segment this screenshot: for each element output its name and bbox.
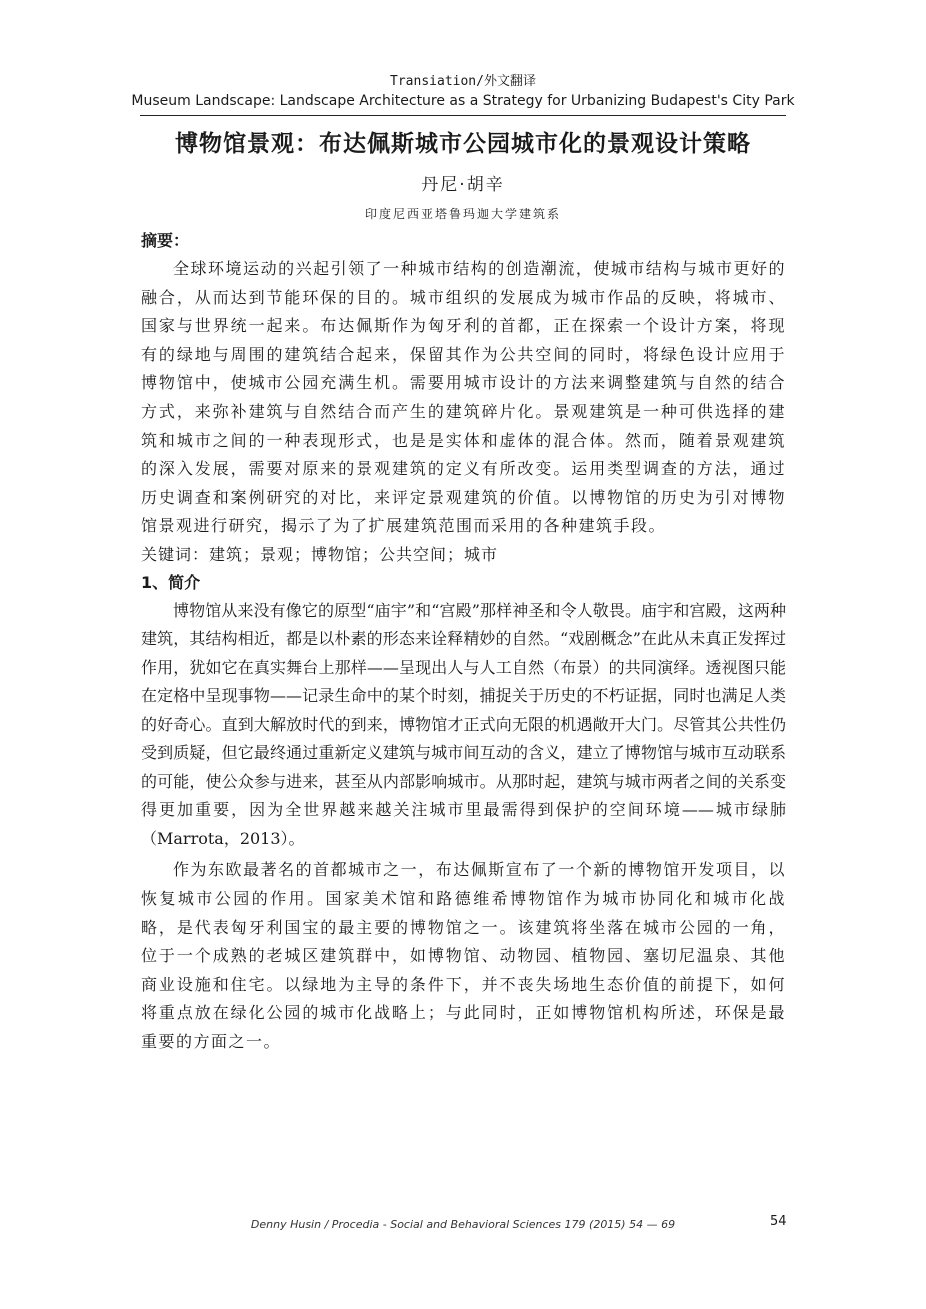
section-heading-intro: 1、简介 [141, 572, 201, 592]
keywords: 关键词：建筑；景观；博物馆；公共空间；城市 [141, 544, 499, 564]
translation-label: Transiation/外文翻译 [390, 74, 536, 89]
page-number: 54 [770, 1214, 787, 1229]
author-affiliation: 印度尼西亚塔鲁玛迦大学建筑系 [364, 207, 561, 221]
intro-paragraph-2: 作为东欧最著名的首都城市之一，布达佩斯宣布了一个新的博物馆开发项目，以恢复城市公园的作用。国家美术馆和路德维希博物馆作为城市协同化和城市化战略，是代表匈牙利国宝的最主要的博物馆之一。该建筑将坐落在城市公园的一角，位于一个成熟的老城区建筑群中，如博物馆、动物园、植物园、塞切尼温泉、其他商业设施和住宅。以绿地为主导的条件下，并不丧失场地生态价值的前提下，如何将重点放在绿化公园的城市化战略上；与此同时，正如博物馆机构所述，环保是最重要的方面之一。 [141, 860, 786, 1051]
abstract-heading: 摘要： [141, 231, 190, 250]
header-rule [140, 115, 786, 116]
footer-citation: Denny Husin / Procedia - Social and Behavioral Sciences 179 (2015) 54 — 69 [250, 1218, 676, 1231]
abstract-text: 全球环境运动的兴起引领了一种城市结构的创造潮流，使城市结构与城市更好的融合，从而达到节能环保的目的。城市组织的发展成为城市作品的反映，将城市、国家与世界统一起来。布达佩斯作为匈牙利的首都，正在探索一个设计方案，将现有的绿地与周围的建筑结合起来，保留其作为公共空间的同时，将绿色设计应用于博物馆中，使城市公园充满生机。需要用城市设计的方法来调整建筑与自然的结合方式，来弥补建筑与自然结合而产生的建筑碎片化。景观建筑是一种可供选择的建筑和城市之间的一种表现形式，也是是实体和虚体的混合体。然而，随着景观建筑的深入发展，需要对原来的景观建筑的定义有所改变。运用类型调查的方法，通过历史调查和案例研究的对比，来评定景观建筑的价值。以博物馆的历史为引对博物馆景观进行研究，揭示了为了扩展建筑范围而采用的各种建筑手段。 [141, 259, 786, 536]
article-title: 博物馆景观：布达佩斯城市公园城市化的景观设计策略 [175, 131, 751, 157]
article-body [141, 227, 786, 1057]
intro-paragraph-1: 博物馆从来没有像它的原型“庙宇”和“宫殿”那样神圣和令人敬畏。庙宇和宫殿，这两种建筑，其结构相近，都是以朴素的形态来诠释精妙的自然。“戏剧概念”在此从未真正发挥过作用，犹如它在真实舞台上那样——呈现出人与人工自然（布景）的共同演绎。透视图只能在定格中呈现事物——记录生命中的某个时刻，捕捉关于历史的不朽证据，同时也满足人类的好奇心。直到大解放时代的到来，博物馆才正式向无限的机遇敞开大门。尽管其公共性仍受到质疑，但它最终通过重新定义建筑与城市间互动的含义，建立了博物馆与城市互动联系的可能，使公众参与进来，甚至从内部影响城市。从那时起，建筑与城市两者之间的关系变得更加重要，因为全世界越来越关注城市里最需得到保护的空间环境——城市绿肺（Marrota，2013）。 [141, 600, 786, 848]
english-title: Museum Landscape: Landscape Architecture as a Strategy for Urbanizing Budapest's City Park [131, 93, 795, 109]
author-name: 丹尼·胡辛 [421, 175, 505, 195]
